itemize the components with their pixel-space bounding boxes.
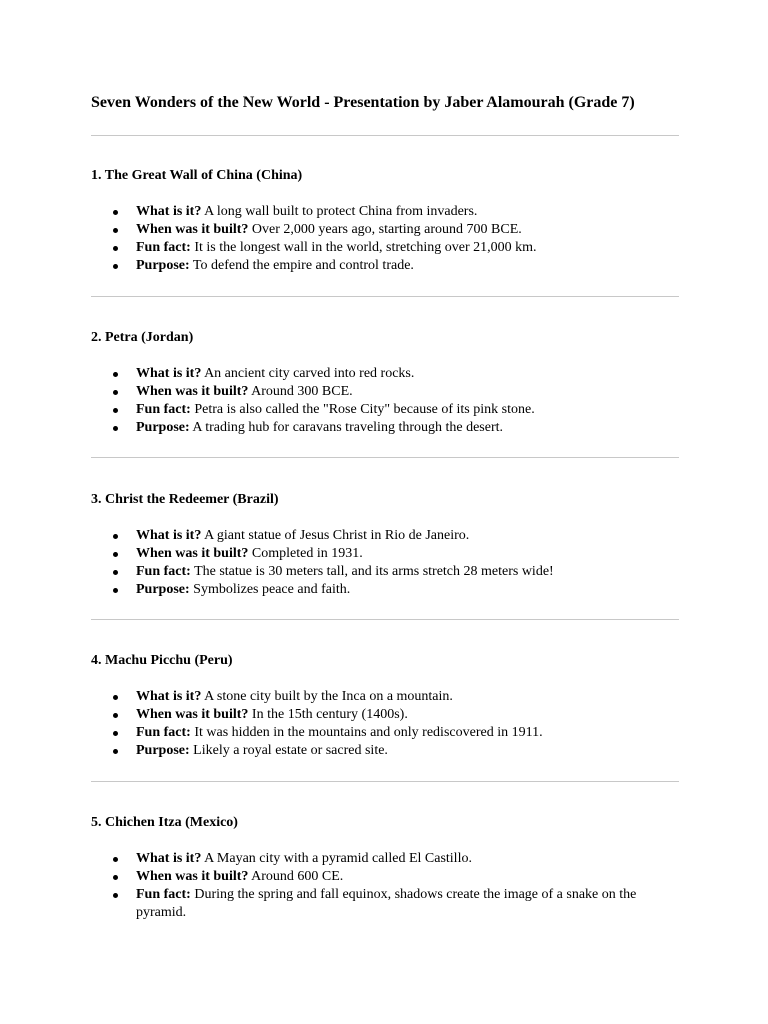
list-item xyxy=(91,257,681,275)
fact-label: When was it built? xyxy=(136,707,249,722)
list-item xyxy=(91,401,681,419)
fact-text: Around 600 CE. xyxy=(248,869,344,884)
fact-list xyxy=(91,850,681,922)
fact-label: When was it built? xyxy=(136,869,249,884)
list-item xyxy=(91,365,681,383)
list-item xyxy=(91,886,681,922)
list-item xyxy=(91,203,681,221)
section-heading: 2. Petra (Jordan) xyxy=(91,330,194,345)
list-item xyxy=(91,688,681,706)
fact-list xyxy=(91,203,681,275)
fact-label: Fun fact: xyxy=(136,402,191,417)
fact-label: What is it? xyxy=(136,204,202,219)
section-heading: 1. The Great Wall of China (China) xyxy=(91,168,303,183)
fact-text: A trading hub for caravans traveling through the desert. xyxy=(189,420,504,435)
fact-label: What is it? xyxy=(136,851,202,866)
section-christ-the-redeemer xyxy=(91,491,681,599)
fact-label: Purpose: xyxy=(136,582,190,597)
fact-text: A Mayan city with a pyramid called El Castillo. xyxy=(201,851,472,866)
divider xyxy=(91,619,679,620)
fact-label: Fun fact: xyxy=(136,564,191,579)
fact-text: In the 15th century (1400s). xyxy=(248,707,408,722)
fact-label: When was it built? xyxy=(136,384,249,399)
list-item xyxy=(91,527,681,545)
fact-label: What is it? xyxy=(136,689,202,704)
fact-label: Purpose: xyxy=(136,258,190,273)
fact-text: An ancient city carved into red rocks. xyxy=(201,366,415,381)
fact-text: During the spring and fall equinox, shadows create the image of a snake on the pyramid. xyxy=(136,887,637,920)
section-great-wall xyxy=(91,167,681,275)
fact-label: What is it? xyxy=(136,528,202,543)
list-item xyxy=(91,850,681,868)
fact-list xyxy=(91,365,681,437)
list-item xyxy=(91,221,681,239)
fact-text: A long wall built to protect China from invaders. xyxy=(201,204,478,219)
fact-label: Purpose: xyxy=(136,743,190,758)
section-chichen-itza xyxy=(91,814,681,922)
divider xyxy=(91,781,679,782)
list-item xyxy=(91,419,681,437)
fact-label: When was it built? xyxy=(136,222,249,237)
fact-label: When was it built? xyxy=(136,546,249,561)
fact-text: Around 300 BCE. xyxy=(248,384,353,399)
fact-text: To defend the empire and control trade. xyxy=(189,258,414,273)
list-item xyxy=(91,706,681,724)
divider xyxy=(91,296,679,297)
divider xyxy=(91,457,679,458)
fact-list xyxy=(91,688,681,760)
fact-text: A giant statue of Jesus Christ in Rio de Janeiro. xyxy=(201,528,470,543)
fact-list xyxy=(91,527,681,599)
list-item xyxy=(91,868,681,886)
fact-text: The statue is 30 meters tall, and its arms stretch 28 meters wide! xyxy=(190,564,554,579)
section-heading: 4. Machu Picchu (Peru) xyxy=(91,653,233,668)
fact-label: Purpose: xyxy=(136,420,190,435)
fact-text: Likely a royal estate or sacred site. xyxy=(189,743,388,758)
section-machu-picchu xyxy=(91,652,681,760)
list-item xyxy=(91,545,681,563)
fact-text: It was hidden in the mountains and only rediscovered in 1911. xyxy=(190,725,543,740)
fact-text: It is the longest wall in the world, stretching over 21,000 km. xyxy=(190,240,537,255)
fact-label: Fun fact: xyxy=(136,240,191,255)
fact-text: Over 2,000 years ago, starting around 700 BCE. xyxy=(248,222,522,237)
list-item xyxy=(91,581,681,599)
list-item xyxy=(91,239,681,257)
fact-label: What is it? xyxy=(136,366,202,381)
document-title: Seven Wonders of the New World - Presentation by Jaber Alamourah (Grade 7) xyxy=(91,94,635,111)
fact-text: A stone city built by the Inca on a mountain. xyxy=(201,689,453,704)
list-item xyxy=(91,383,681,401)
section-heading: 5. Chichen Itza (Mexico) xyxy=(91,815,238,830)
list-item xyxy=(91,742,681,760)
fact-label: Fun fact: xyxy=(136,887,191,902)
divider xyxy=(91,135,679,136)
fact-text: Completed in 1931. xyxy=(248,546,363,561)
fact-label: Fun fact: xyxy=(136,725,191,740)
fact-text: Petra is also called the "Rose City" because of its pink stone. xyxy=(190,402,535,417)
section-petra xyxy=(91,329,681,437)
fact-text: Symbolizes peace and faith. xyxy=(189,582,351,597)
section-heading: 3. Christ the Redeemer (Brazil) xyxy=(91,492,279,507)
list-item xyxy=(91,563,681,581)
list-item xyxy=(91,724,681,742)
